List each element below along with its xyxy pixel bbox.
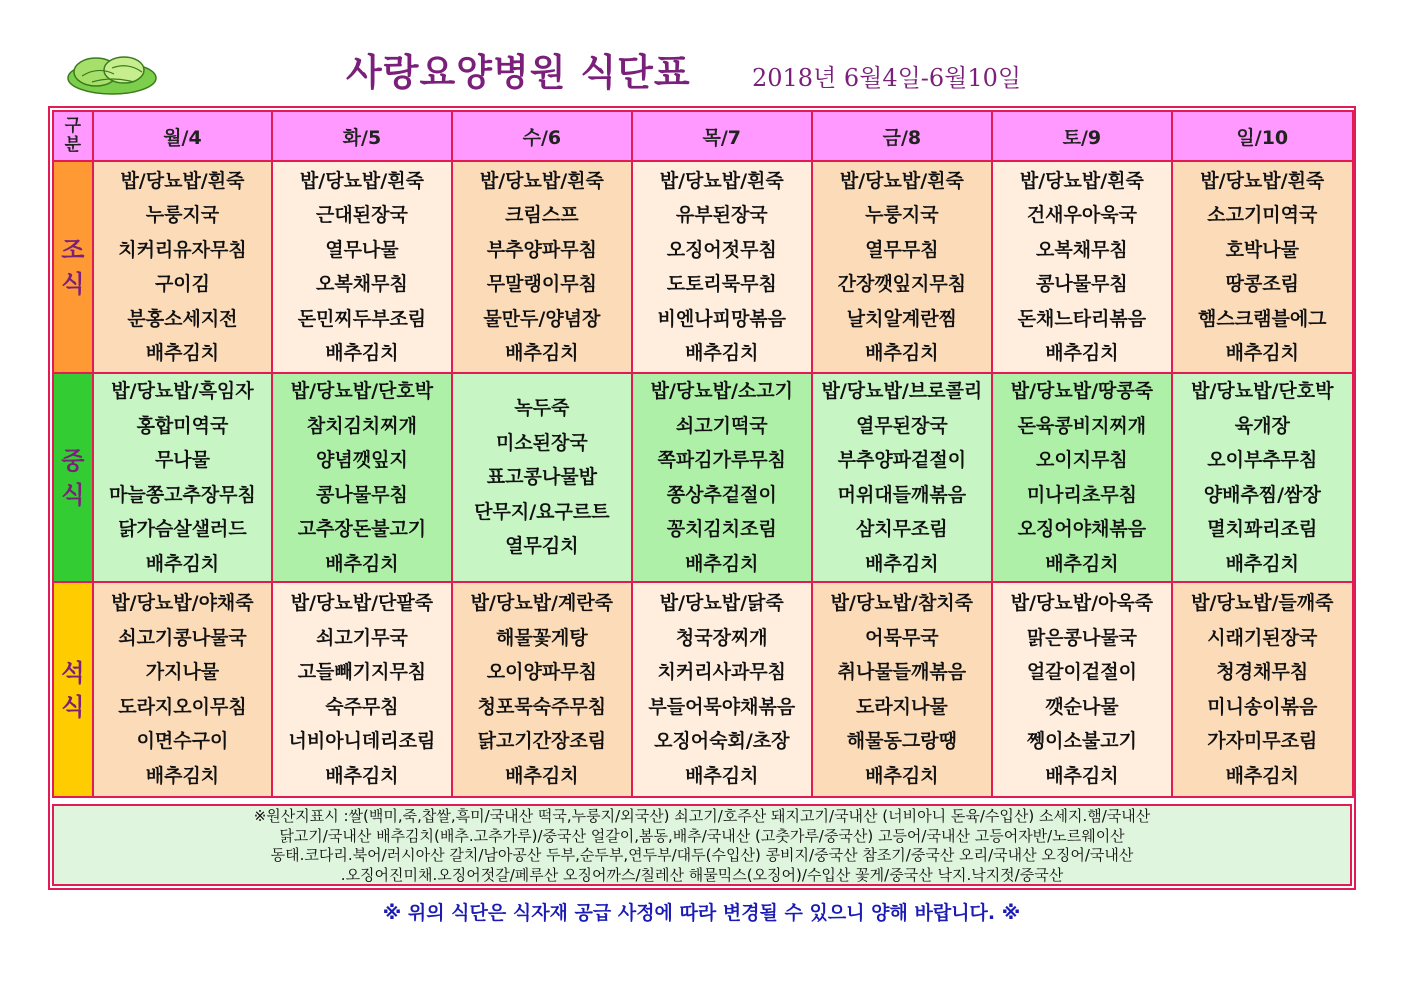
menu-item: 부추양파겉절이 — [837, 449, 967, 471]
day-header: 화/5 — [272, 111, 451, 161]
menu-cell — [93, 582, 272, 797]
menu-item: 밥/당뇨밥/소고기 — [650, 380, 793, 402]
menu-item: 돈육콩비지찌개 — [1017, 414, 1147, 437]
menu-item: 머위대들깨볶음 — [837, 483, 967, 506]
menu-item: 돈민찌두부조림 — [297, 307, 427, 330]
day-header: 토/9 — [992, 111, 1171, 161]
menu-item: 양배추찜/쌈장 — [1203, 483, 1321, 506]
menu-item: 배추김치 — [865, 342, 939, 364]
menu-item: 배추김치 — [145, 342, 220, 364]
menu-item: 양념깻잎지 — [316, 449, 408, 471]
menu-item: 소고기미역국 — [1207, 204, 1318, 226]
meal-grid — [52, 110, 1354, 798]
menu-item: 배추김치 — [325, 342, 399, 364]
menu-item: 시래기된장국 — [1207, 626, 1318, 649]
menu-item: 밥/당뇨밥/계란죽 — [470, 592, 614, 614]
menu-item: 무나물 — [154, 449, 210, 471]
origin-note-line: .오징어진미채.오징어젓갈/페루산 오징어까스/칠레산 해물믹스(오징어)/수입산 꽃게/중국산 낙지.낙지젓/중국산 — [340, 865, 1064, 884]
menu-cell — [632, 373, 811, 582]
menu-cell — [632, 161, 811, 373]
menu-item: 가자미무조림 — [1207, 730, 1318, 752]
menu-item: 배추김치 — [685, 342, 759, 364]
meal-label-char: 조 — [61, 236, 85, 264]
menu-item: 도라지나물 — [855, 695, 948, 718]
menu-item: 돈채느타리볶음 — [1017, 307, 1147, 330]
menu-item: 밥/당뇨밥/흰죽 — [120, 169, 245, 192]
menu-item: 오복채무침 — [1036, 238, 1128, 261]
menu-item: 멸치꽈리조림 — [1207, 518, 1318, 540]
menu-item: 배추김치 — [145, 552, 220, 575]
menu-item: 누룽지국 — [145, 204, 220, 226]
origin-note-line: ※원산지표시 :쌀(백미,죽,찹쌀,흑미/국내산 떡국,누룽지/외국산) 쇠고기/호주산 돼지고기/국내산 (너비아니 돈육/수입산) 소세지.햄/국내산 — [253, 807, 1151, 825]
cabbage-icon — [62, 48, 162, 98]
menu-item: 무말랭이무침 — [486, 273, 597, 295]
menu-cell — [452, 582, 632, 797]
menu-item: 배추김치 — [1225, 764, 1299, 787]
menu-item: 미소된장국 — [495, 431, 588, 454]
menu-cell — [812, 582, 993, 797]
menu-cell — [1172, 161, 1353, 373]
menu-item: 배추김치 — [865, 764, 939, 787]
origin-note-line: 동태.코다리.북어/러시아산 갈치/남아공산 두부,순두부,연두부/대두(수입산) 콩비지/중국산 참조기/중국산 오리/국내산 오징어/국내산 — [270, 846, 1134, 864]
menu-item: 밥/당뇨밥/단팥죽 — [290, 592, 434, 614]
menu-item: 열무김치 — [505, 535, 579, 558]
menu-item: 구이김 — [154, 273, 210, 295]
menu-item: 밥/당뇨밥/야채죽 — [111, 592, 254, 614]
menu-item: 참치김치찌개 — [306, 414, 417, 437]
menu-item: 배추김치 — [685, 552, 759, 575]
menu-item: 근대된장국 — [316, 204, 408, 226]
menu-item: 배추김치 — [1045, 764, 1119, 787]
menu-item: 단무지/요구르트 — [474, 500, 610, 523]
menu-item: 오복채무침 — [316, 273, 408, 295]
menu-item: 삼치무조림 — [855, 518, 948, 540]
menu-item: 쪽파김가루무침 — [657, 449, 787, 471]
meal-label — [53, 161, 93, 373]
menu-cell — [632, 582, 811, 797]
menu-cell — [1172, 373, 1353, 582]
meal-label-char: 석 — [61, 658, 85, 687]
menu-item: 밥/당뇨밥/흰죽 — [479, 169, 604, 192]
menu-cell — [812, 373, 993, 582]
menu-item: 열무된장국 — [855, 414, 948, 437]
meal-label-char: 식 — [61, 692, 85, 721]
menu-item: 물만두/양념장 — [483, 307, 601, 330]
menu-cell — [272, 161, 451, 373]
menu-item: 청포묵숙주무침 — [477, 695, 607, 718]
day-header: 수/6 — [452, 111, 632, 161]
menu-cell — [272, 373, 451, 582]
menu-item: 닭가슴살샐러드 — [118, 518, 247, 540]
meal-row — [53, 373, 1353, 582]
menu-cell — [812, 161, 993, 373]
menu-item: 맑은콩나물국 — [1026, 626, 1137, 649]
menu-item: 홍합미역국 — [136, 414, 229, 437]
meal-row — [53, 161, 1353, 373]
menu-item: 배추김치 — [145, 764, 220, 787]
menu-item: 배추김치 — [865, 552, 939, 575]
menu-item: 밥/당뇨밥/참치죽 — [830, 592, 974, 614]
header-row — [53, 111, 1353, 161]
menu-cell — [992, 373, 1171, 582]
menu-item: 가지나물 — [145, 661, 220, 683]
menu-item: 얼갈이겉절이 — [1026, 661, 1137, 683]
page-title: 사랑요양병원 식단표 — [346, 51, 691, 94]
menu-item: 밥/당뇨밥/땅콩죽 — [1010, 380, 1154, 402]
menu-item: 밥/당뇨밥/단호박 — [1191, 380, 1334, 402]
menu-item: 꽁치김치조림 — [666, 518, 777, 540]
menu-item: 밥/당뇨밥/브로콜리 — [821, 380, 983, 402]
menu-item: 오징어젓무침 — [666, 238, 777, 261]
menu-item: 밥/당뇨밥/단호박 — [290, 380, 434, 402]
menu-item: 오징어숙회/초장 — [654, 730, 790, 752]
menu-cell — [992, 582, 1171, 797]
menu-item: 배추김치 — [1045, 552, 1119, 575]
menu-item: 콩나물무침 — [316, 483, 408, 506]
menu-cell — [452, 373, 632, 582]
menu-item: 해물꽃게탕 — [495, 626, 588, 649]
day-header: 일/10 — [1172, 111, 1353, 161]
menu-item: 밥/당뇨밥/흰죽 — [1019, 169, 1144, 192]
menu-item: 치커리사과무침 — [657, 661, 787, 683]
menu-item: 배추김치 — [325, 552, 399, 575]
menu-item: 배추김치 — [505, 764, 579, 787]
menu-item: 표고콩나물밥 — [486, 466, 597, 489]
menu-item: 열무나물 — [325, 238, 399, 261]
menu-item: 밥/당뇨밥/아욱죽 — [1010, 592, 1154, 614]
day-header: 금/8 — [812, 111, 993, 161]
menu-cell — [992, 161, 1171, 373]
menu-item: 청경채무침 — [1216, 661, 1309, 683]
menu-item: 쩽이소불고기 — [1026, 730, 1137, 752]
menu-item: 쫑상추겉절이 — [666, 483, 777, 506]
menu-cell — [452, 161, 632, 373]
menu-item: 녹두죽 — [514, 397, 570, 420]
menu-item: 배추김치 — [1225, 552, 1299, 575]
day-header: 월/4 — [93, 111, 272, 161]
meal-label — [53, 582, 93, 797]
menu-item: 배추김치 — [1225, 342, 1299, 364]
menu-item: 콩나물무침 — [1036, 273, 1128, 295]
menu-item: 부추양파무침 — [486, 238, 597, 261]
menu-item: 오이양파무침 — [486, 661, 597, 683]
menu-item: 열무무침 — [865, 238, 939, 261]
menu-item: 햄스크램블에그 — [1198, 307, 1327, 330]
menu-item: 청국장찌개 — [675, 626, 768, 649]
menu-item: 어묵무국 — [865, 626, 939, 649]
date-range: 2018년 6월4일-6월10일 — [752, 64, 1022, 92]
menu-cell — [93, 373, 272, 582]
menu-item: 배추김치 — [1045, 342, 1119, 364]
menu-item: 건새우아욱국 — [1026, 204, 1137, 226]
menu-item: 간장깻잎지무침 — [837, 273, 967, 295]
meal-label-char: 중 — [61, 446, 85, 475]
menu-item: 육개장 — [1234, 414, 1290, 437]
menu-table — [48, 106, 1356, 890]
menu-item: 미나리초무침 — [1026, 483, 1137, 506]
menu-item: 누룽지국 — [865, 204, 939, 226]
day-header: 목/7 — [632, 111, 811, 161]
menu-item: 밥/당뇨밥/흰죽 — [839, 169, 964, 192]
menu-item: 치커리유자무침 — [118, 238, 247, 261]
menu-item: 미니송이볶음 — [1207, 695, 1318, 718]
menu-item: 해물동그랑땡 — [846, 730, 957, 752]
meal-label-char: 식 — [61, 270, 85, 298]
menu-item: 도라지오이무침 — [118, 695, 247, 718]
footer-notice: ※ 위의 식단은 식자재 공급 사정에 따라 변경될 수 있으니 양해 바랍니다. ※ — [382, 902, 1021, 924]
menu-item: 배추김치 — [685, 764, 759, 787]
origin-note-line: 닭고기/국내산 배추김치(배추.고추가루)/중국산 얼갈이,봄동,배추/국내산 (고춧가루/중국산) 고등어/국내산 고등어자반/노르웨이산 — [279, 826, 1125, 845]
menu-cell — [93, 161, 272, 373]
meal-row — [53, 582, 1353, 797]
menu-item: 비엔나피망볶음 — [657, 307, 787, 330]
menu-item: 오징어야채볶음 — [1017, 518, 1147, 540]
menu-item: 땅콩조림 — [1225, 273, 1299, 295]
menu-cell — [272, 582, 451, 797]
menu-item: 크림스프 — [505, 204, 579, 226]
menu-item: 쇠고기떡국 — [675, 414, 768, 437]
menu-item: 배추김치 — [325, 764, 399, 787]
menu-item: 쇠고기무국 — [316, 626, 408, 649]
menu-item: 고추장돈불고기 — [297, 518, 427, 540]
menu-item: 마늘쫑고추장무침 — [109, 483, 256, 506]
menu-item: 고들빼기지무침 — [297, 661, 427, 683]
menu-item: 닭고기간장조림 — [477, 730, 607, 752]
menu-item: 밥/당뇨밥/들깨죽 — [1191, 592, 1334, 614]
menu-item: 밥/당뇨밥/흰죽 — [1200, 169, 1325, 192]
menu-item: 취나물들깨볶음 — [837, 661, 967, 683]
menu-item: 분홍소세지전 — [127, 307, 238, 330]
menu-item: 쇠고기콩나물국 — [118, 626, 247, 649]
menu-item: 배추김치 — [505, 342, 579, 364]
menu-item: 너비아니데리조림 — [288, 730, 436, 752]
menu-item: 오이지무침 — [1036, 449, 1128, 471]
menu-item: 밥/당뇨밥/흰죽 — [299, 169, 424, 192]
menu-item: 부들어묵야채볶음 — [648, 695, 796, 718]
menu-item: 오이부추무침 — [1207, 449, 1318, 471]
menu-item: 이면수구이 — [136, 730, 229, 752]
origin-note — [52, 804, 1352, 886]
menu-item: 호박나물 — [1225, 238, 1299, 261]
menu-item: 날치알계란찜 — [846, 307, 957, 330]
menu-item: 숙주무침 — [325, 695, 399, 718]
meal-label-char: 식 — [61, 480, 85, 509]
meal-label — [53, 373, 93, 582]
menu-item: 유부된장국 — [675, 204, 768, 226]
corner-label: 구 분 — [53, 111, 93, 161]
menu-item: 밥/당뇨밥/흰죽 — [659, 169, 784, 192]
menu-item: 밥/당뇨밥/흑임자 — [111, 380, 254, 402]
menu-item: 깻순나물 — [1045, 695, 1119, 718]
menu-item: 도토리묵무침 — [666, 273, 777, 295]
menu-item: 밥/당뇨밥/닭죽 — [659, 592, 784, 614]
menu-cell — [1172, 582, 1353, 797]
